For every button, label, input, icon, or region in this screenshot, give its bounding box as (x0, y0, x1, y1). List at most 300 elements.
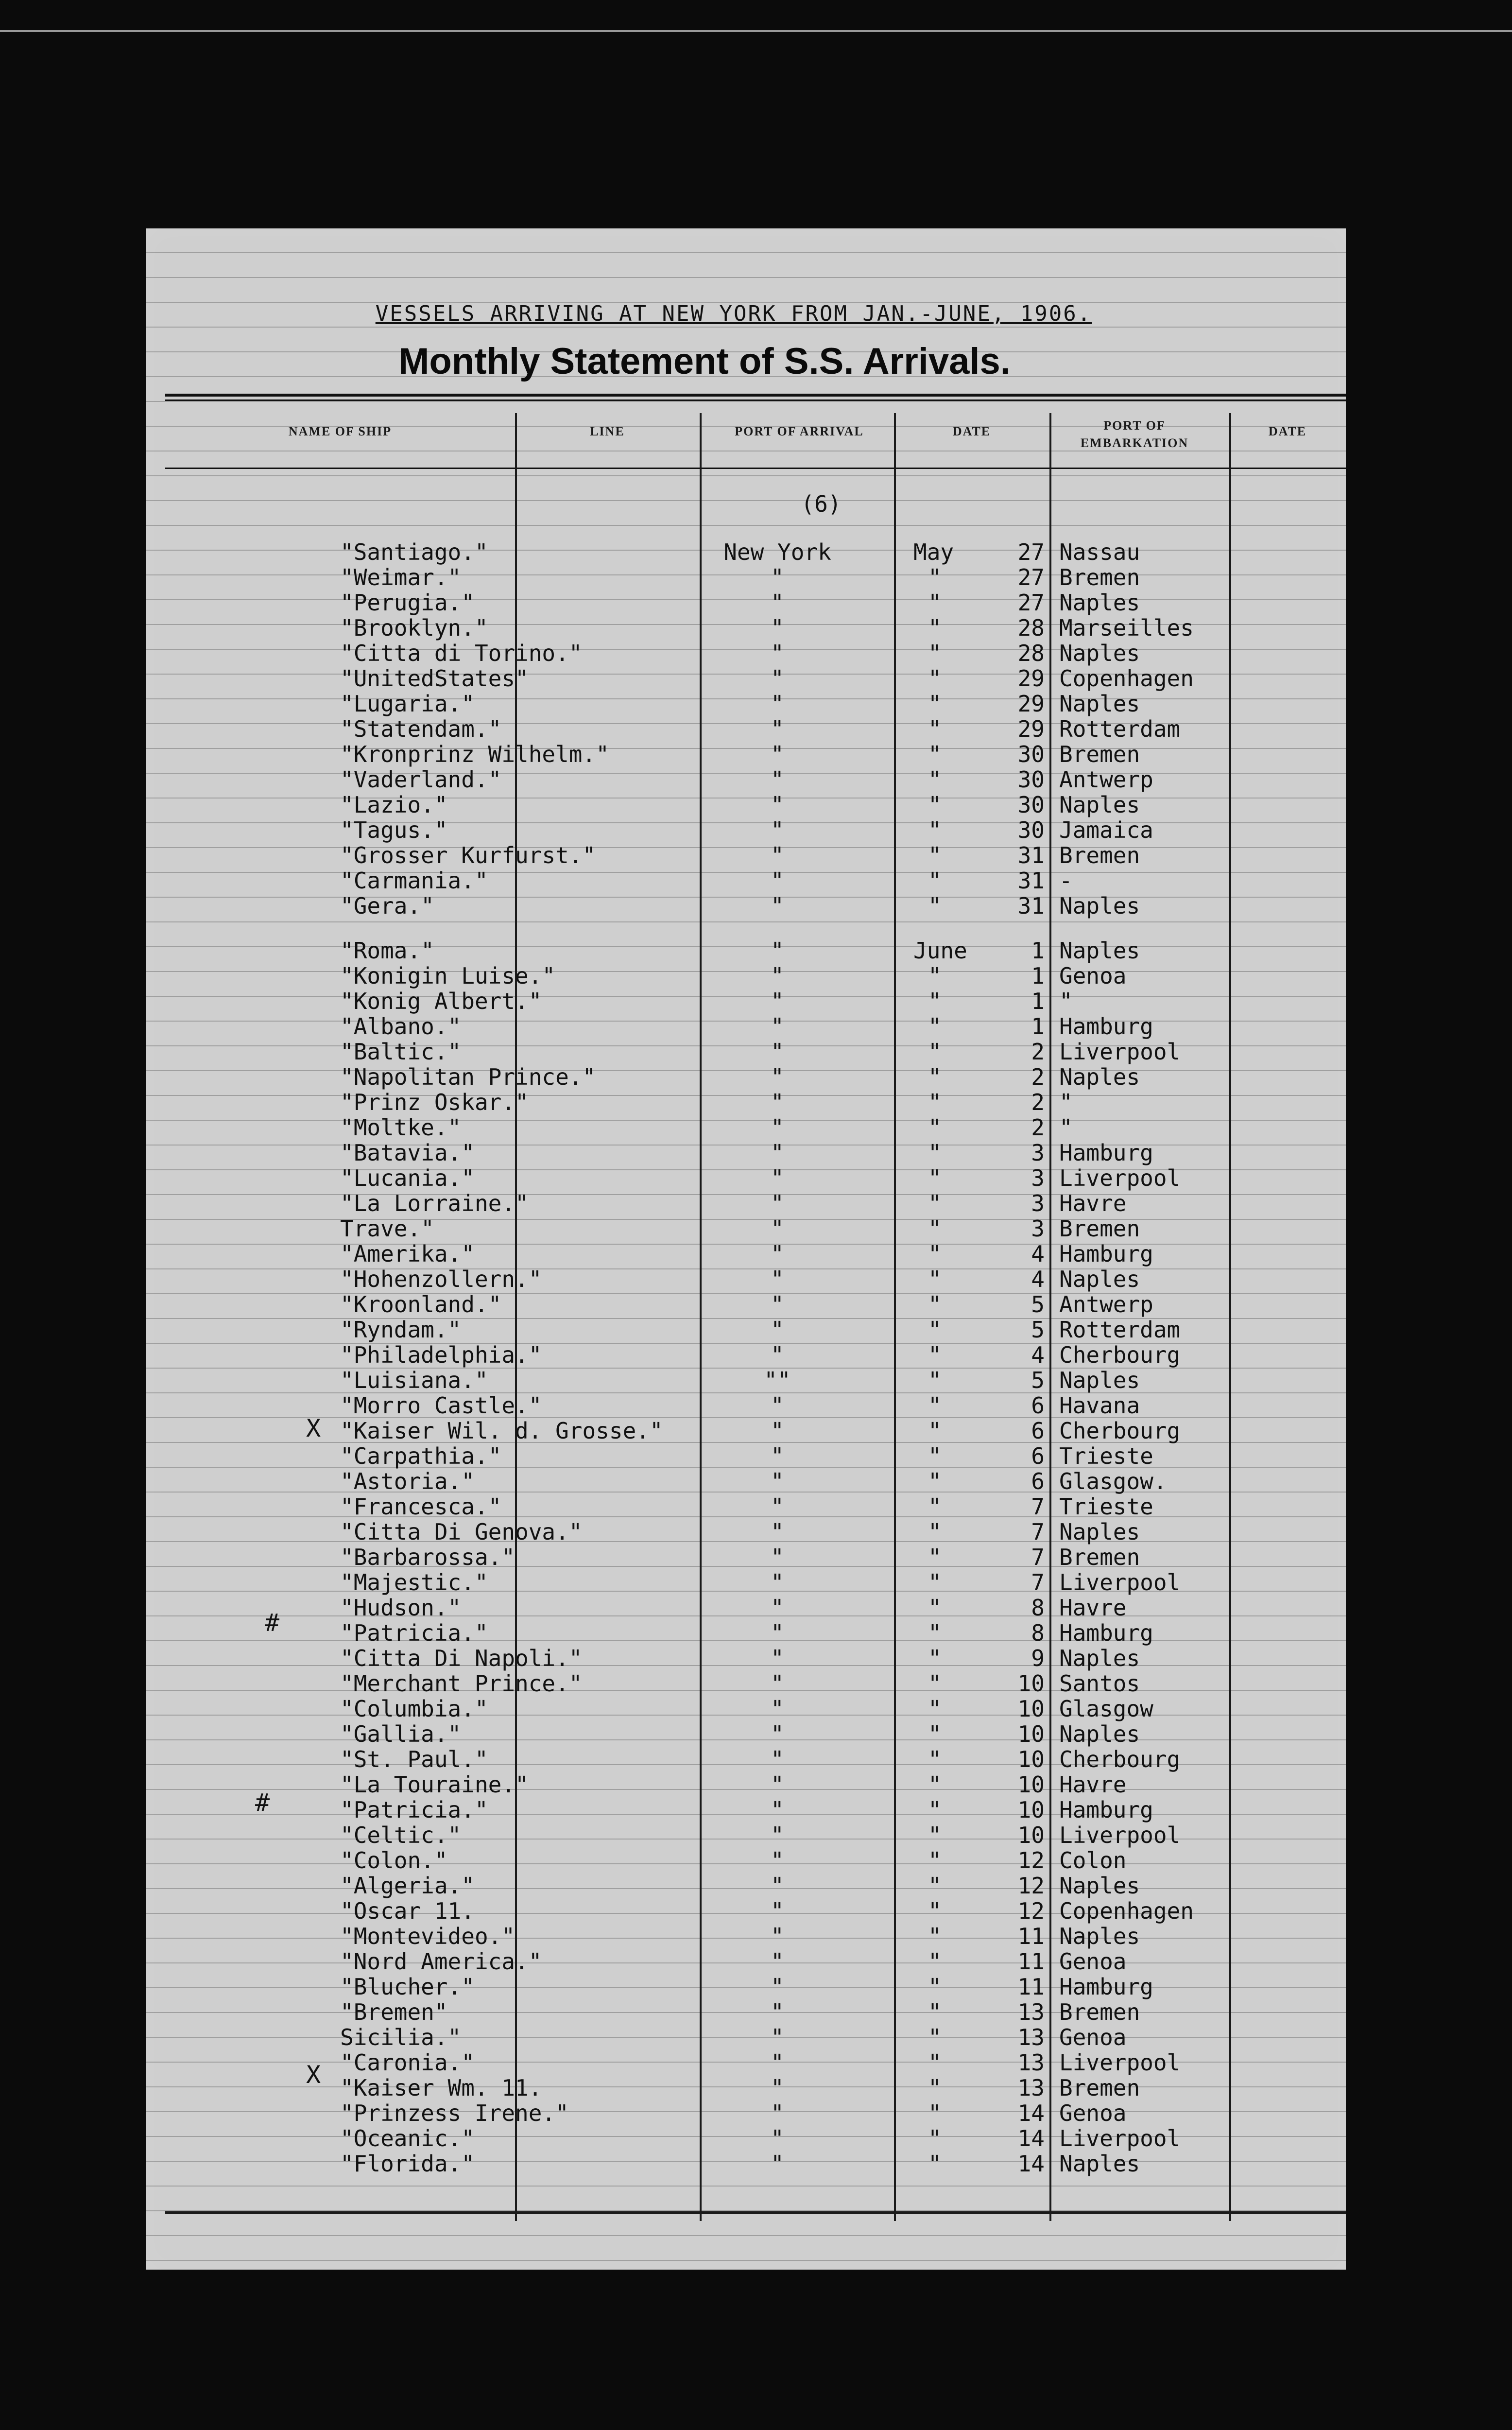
port-of-embarkation: Cherbourg (1059, 1746, 1181, 1772)
port-of-arrival: " (771, 1064, 784, 1090)
date-month: " (928, 1645, 942, 1671)
port-of-arrival: " (771, 1797, 784, 1823)
port-of-embarkation: Naples (1059, 1367, 1140, 1393)
ship-name: "Florida." (340, 2151, 475, 2177)
port-of-embarkation: Genoa (1059, 963, 1127, 989)
port-of-arrival: " (771, 1039, 784, 1065)
date-day: 11 (1017, 1923, 1045, 1949)
date-day: 13 (1017, 1999, 1045, 2025)
port-of-arrival: " (771, 1165, 784, 1191)
ship-name: "Merchant Prince." (340, 1670, 583, 1697)
port-of-arrival: " (771, 1468, 784, 1494)
port-of-arrival: " (771, 1923, 784, 1949)
port-of-embarkation: Naples (1059, 1721, 1140, 1747)
date-month: " (928, 1923, 942, 1949)
port-of-arrival: " (771, 2075, 784, 2101)
table-row (146, 817, 1346, 843)
ship-name: "Santiago." (340, 539, 488, 565)
table-row (146, 1165, 1346, 1191)
port-of-arrival: " (771, 1443, 784, 1469)
port-of-arrival: " (771, 1948, 784, 1975)
date-month: " (928, 741, 942, 767)
table-row (146, 989, 1346, 1014)
ship-name: "Vaderland." (340, 766, 502, 793)
date-month: " (928, 1620, 942, 1646)
date-day: 14 (1017, 2125, 1045, 2152)
date-day: 8 (1031, 1620, 1045, 1646)
table-row (146, 1873, 1346, 1898)
date-month: " (928, 988, 942, 1014)
port-of-arrival: " (771, 1696, 784, 1722)
port-of-embarkation: " (1059, 1089, 1073, 1115)
port-of-arrival: " (771, 937, 784, 964)
port-of-arrival: " (771, 893, 784, 919)
date-day: 27 (1017, 564, 1045, 590)
ship-name: "Gera." (340, 893, 434, 919)
port-of-embarkation: Nassau (1059, 539, 1140, 565)
port-of-arrival: " (771, 741, 784, 767)
margin-mark: # (255, 1788, 270, 1817)
date-day: 2 (1031, 1089, 1045, 1115)
port-of-embarkation: Havana (1059, 1392, 1140, 1419)
ship-name: "St. Paul." (340, 1746, 488, 1772)
table-row (146, 539, 1346, 565)
ship-name: "Patricia." (340, 1797, 488, 1823)
table-row (146, 1949, 1346, 1974)
date-day: 4 (1031, 1266, 1045, 1292)
date-month: " (928, 1847, 942, 1874)
date-month: " (928, 817, 942, 843)
port-of-embarkation: Naples (1059, 1873, 1140, 1899)
col-header-port-arrival: PORT OF ARRIVAL (735, 424, 864, 438)
table-row (146, 1797, 1346, 1822)
ship-name: "Caronia." (340, 2049, 475, 2076)
ship-name: "Prinz Oskar." (340, 1089, 529, 1115)
date-month: " (928, 2125, 942, 2152)
ship-name: "Celtic." (340, 1822, 462, 1848)
port-of-embarkation: Liverpool (1059, 1822, 1181, 1848)
port-of-arrival: " (771, 2049, 784, 2076)
date-month: " (928, 1241, 942, 1267)
table-row (146, 1974, 1346, 1999)
ship-name: "Luisiana." (340, 1367, 488, 1393)
date-month: " (928, 1493, 942, 1520)
ship-name: "Konig Albert." (340, 988, 542, 1014)
date-day: 6 (1031, 1418, 1045, 1444)
date-day: 10 (1017, 1771, 1045, 1798)
table-row (146, 1241, 1346, 1267)
port-of-arrival: " (771, 1645, 784, 1671)
date-day: 4 (1031, 1241, 1045, 1267)
port-of-embarkation: Naples (1059, 1519, 1140, 1545)
port-of-arrival: "" (764, 1367, 791, 1393)
date-month: " (928, 1089, 942, 1115)
col-header-date-2: DATE (1268, 424, 1307, 438)
ship-name: "Colon." (340, 1847, 448, 1874)
date-month: " (928, 2049, 942, 2076)
date-day: 31 (1017, 893, 1045, 919)
port-of-arrival: " (771, 2151, 784, 2177)
table-row (146, 1545, 1346, 1570)
table-row (146, 666, 1346, 691)
port-of-arrival: " (771, 1595, 784, 1621)
port-of-embarkation: Hamburg (1059, 1241, 1153, 1267)
port-of-embarkation: Naples (1059, 893, 1140, 919)
date-month: " (928, 1215, 942, 1242)
date-month: June (913, 937, 967, 964)
table-row (146, 1216, 1346, 1241)
table-row (146, 1418, 1346, 1443)
table-row (146, 2151, 1346, 2176)
date-day: 6 (1031, 1392, 1045, 1419)
ship-name: "Algeria." (340, 1873, 475, 1899)
date-day: 29 (1017, 665, 1045, 692)
port-of-embarkation: Glasgow (1059, 1696, 1153, 1722)
port-of-embarkation: " (1059, 1114, 1073, 1141)
table-row (146, 1469, 1346, 1494)
date-month: " (928, 1064, 942, 1090)
date-day: 8 (1031, 1595, 1045, 1621)
table-row (146, 1721, 1346, 1747)
ship-name: "Oceanic." (340, 2125, 475, 2152)
date-day: 6 (1031, 1443, 1045, 1469)
table-row (146, 1848, 1346, 1873)
date-month: " (928, 1771, 942, 1798)
date-day: 7 (1031, 1544, 1045, 1570)
port-of-embarkation: Havre (1059, 1595, 1127, 1621)
date-month: " (928, 1291, 942, 1318)
header-rule-bottom (165, 468, 1346, 469)
table-row (146, 1115, 1346, 1140)
table-row (146, 843, 1346, 868)
port-of-embarkation: Copenhagen (1059, 665, 1194, 692)
table-row (146, 1646, 1346, 1671)
ship-name: "Tagus." (340, 817, 448, 843)
date-day: 10 (1017, 1670, 1045, 1697)
ship-name: "Gallia." (340, 1721, 462, 1747)
port-of-arrival: " (771, 1140, 784, 1166)
date-month: " (928, 868, 942, 894)
ship-name: Sicilia." (340, 2024, 462, 2050)
ship-name: "Weimar." (340, 564, 462, 590)
ship-name: "Hudson." (340, 1595, 462, 1621)
port-of-arrival: " (771, 1746, 784, 1772)
port-of-embarkation: Genoa (1059, 2100, 1127, 2126)
date-day: 10 (1017, 1822, 1045, 1848)
port-of-embarkation: Naples (1059, 1266, 1140, 1292)
port-of-arrival: " (771, 1241, 784, 1267)
date-day: 4 (1031, 1342, 1045, 1368)
ship-name: "Batavia." (340, 1140, 475, 1166)
bottom-rule (165, 2211, 1346, 2214)
port-of-arrival: " (771, 665, 784, 692)
table-row (146, 1898, 1346, 1924)
printed-title: Monthly Statement of S.S. Arrivals. (398, 341, 1011, 382)
port-of-arrival: " (771, 590, 784, 616)
ship-name: "Philadelphia." (340, 1342, 542, 1368)
ship-name: "Patricia." (340, 1620, 488, 1646)
date-month: " (928, 2100, 942, 2126)
date-day: 28 (1017, 615, 1045, 641)
table-row (146, 615, 1346, 641)
table-row (146, 1064, 1346, 1090)
date-day: 13 (1017, 2049, 1045, 2076)
date-day: 29 (1017, 716, 1045, 742)
port-of-arrival: " (771, 1999, 784, 2025)
date-day: 10 (1017, 1746, 1045, 1772)
date-month: " (928, 1165, 942, 1191)
port-of-embarkation: Cherbourg (1059, 1418, 1181, 1444)
port-of-embarkation: Hamburg (1059, 1620, 1153, 1646)
date-month: " (928, 1746, 942, 1772)
ship-name: "Brooklyn." (340, 615, 488, 641)
port-of-arrival: " (771, 1721, 784, 1747)
date-month: " (928, 842, 942, 868)
table-row (146, 1696, 1346, 1721)
port-of-embarkation: Antwerp (1059, 1291, 1153, 1318)
table-row (146, 1595, 1346, 1620)
date-month: " (928, 963, 942, 989)
date-month: " (928, 1948, 942, 1975)
date-day: 12 (1017, 1847, 1045, 1874)
port-of-embarkation: Naples (1059, 1064, 1140, 1090)
ship-name: "Carmania." (340, 868, 488, 894)
date-day: 5 (1031, 1367, 1045, 1393)
port-of-arrival: " (771, 1089, 784, 1115)
port-of-embarkation: Bremen (1059, 564, 1140, 590)
ship-name: "Kroonland." (340, 1291, 502, 1318)
port-of-arrival: " (771, 1342, 784, 1368)
ship-name: "Kronprinz Wilhelm." (340, 741, 609, 767)
date-month: " (928, 1443, 942, 1469)
port-of-arrival: " (771, 1670, 784, 1697)
date-month: " (928, 564, 942, 590)
date-month: " (928, 1317, 942, 1343)
table-row (146, 1822, 1346, 1848)
ship-name: "Lazio." (340, 792, 448, 818)
port-of-embarkation: Liverpool (1059, 2049, 1181, 2076)
table-row (146, 1317, 1346, 1342)
date-day: 1 (1031, 937, 1045, 964)
table-row (146, 1191, 1346, 1216)
table-row (146, 1014, 1346, 1039)
table-row (146, 1494, 1346, 1519)
margin-mark: X (306, 1414, 321, 1442)
margin-mark: X (306, 2061, 321, 2089)
port-of-embarkation: Naples (1059, 691, 1140, 717)
port-of-arrival: " (771, 817, 784, 843)
table-row (146, 963, 1346, 989)
date-day: 2 (1031, 1064, 1045, 1090)
port-of-arrival: " (771, 1418, 784, 1444)
port-of-arrival: " (771, 1569, 784, 1596)
port-of-embarkation: Glasgow. (1059, 1468, 1167, 1494)
ship-name: "Ryndam." (340, 1317, 462, 1343)
port-of-arrival: New York (723, 539, 831, 565)
port-of-embarkation: Colon (1059, 1847, 1127, 1874)
table-row (146, 938, 1346, 963)
date-month: " (928, 766, 942, 793)
date-day: 27 (1017, 590, 1045, 616)
date-day: 10 (1017, 1696, 1045, 1722)
port-of-embarkation: Bremen (1059, 1544, 1140, 1570)
table-row (146, 2050, 1346, 2075)
ship-name: "Kaiser Wil. d. Grosse." (340, 1418, 663, 1444)
port-of-embarkation: Trieste (1059, 1493, 1153, 1520)
port-of-embarkation: Genoa (1059, 2024, 1127, 2050)
table-row (146, 1772, 1346, 1797)
top-border-line (0, 30, 1512, 32)
date-day: 12 (1017, 1873, 1045, 1899)
port-of-embarkation: Havre (1059, 1190, 1127, 1216)
date-day: 3 (1031, 1190, 1045, 1216)
date-day: 27 (1017, 539, 1045, 565)
date-day: 13 (1017, 2024, 1045, 2050)
date-month: " (928, 1999, 942, 2025)
date-month: " (928, 1013, 942, 1040)
port-of-arrival: " (771, 766, 784, 793)
ship-name: "Moltke." (340, 1114, 462, 1141)
date-month: " (928, 1974, 942, 2000)
date-month: " (928, 1670, 942, 1697)
ship-name: "Francesca." (340, 1493, 502, 1520)
table-row (146, 1999, 1346, 2025)
col-header-ship: NAME OF SHIP (288, 424, 392, 438)
port-of-embarkation: " (1059, 988, 1073, 1014)
date-month: " (928, 1468, 942, 1494)
date-day: 30 (1017, 817, 1045, 843)
port-of-arrival: " (771, 1620, 784, 1646)
port-of-embarkation: Santos (1059, 1670, 1140, 1697)
date-day: 1 (1031, 963, 1045, 989)
port-of-embarkation: Hamburg (1059, 1013, 1153, 1040)
date-month: " (928, 1569, 942, 1596)
port-of-arrival: " (771, 1544, 784, 1570)
port-of-embarkation: Liverpool (1059, 1039, 1181, 1065)
date-day: 30 (1017, 741, 1045, 767)
table-row (146, 1292, 1346, 1317)
date-month: " (928, 1114, 942, 1141)
port-of-arrival: " (771, 1190, 784, 1216)
port-of-embarkation: Bremen (1059, 1215, 1140, 1242)
table-row (146, 2025, 1346, 2050)
date-day: 9 (1031, 1645, 1045, 1671)
date-month: " (928, 1822, 942, 1848)
date-month: " (928, 1873, 942, 1899)
table-row (146, 1443, 1346, 1469)
date-day: 10 (1017, 1721, 1045, 1747)
table-row (146, 792, 1346, 817)
port-of-embarkation: Antwerp (1059, 766, 1153, 793)
table-row (146, 716, 1346, 742)
table-row (146, 1519, 1346, 1545)
date-month: " (928, 1797, 942, 1823)
port-of-embarkation: Havre (1059, 1771, 1127, 1798)
date-day: 10 (1017, 1797, 1045, 1823)
date-day: 30 (1017, 766, 1045, 793)
port-of-embarkation: Naples (1059, 2151, 1140, 2177)
port-of-arrival: " (771, 1822, 784, 1848)
table-row (146, 2126, 1346, 2151)
date-month: " (928, 640, 942, 666)
date-day: 7 (1031, 1519, 1045, 1545)
ship-name: Trave." (340, 1215, 434, 1242)
typed-heading: VESSELS ARRIVING AT NEW YORK FROM JAN.-JUNE, 1906. (375, 301, 1092, 326)
date-day: 5 (1031, 1317, 1045, 1343)
date-month: " (928, 665, 942, 692)
ship-name: "Majestic." (340, 1569, 488, 1596)
port-of-arrival: " (771, 1215, 784, 1242)
date-day: 28 (1017, 640, 1045, 666)
port-of-arrival: " (771, 615, 784, 641)
table-row (146, 1393, 1346, 1418)
date-day: 12 (1017, 1898, 1045, 1924)
table-row (146, 641, 1346, 666)
date-month: " (928, 716, 942, 742)
ship-name: "Blucher." (340, 1974, 475, 2000)
ship-name: "Hohenzollern." (340, 1266, 542, 1292)
table-row (146, 1368, 1346, 1393)
port-of-embarkation: Rotterdam (1059, 1317, 1181, 1343)
date-day: 31 (1017, 842, 1045, 868)
ship-name: "Perugia." (340, 590, 475, 616)
port-of-embarkation: Naples (1059, 1923, 1140, 1949)
table-row (146, 1342, 1346, 1368)
ship-name: "Citta di Torino." (340, 640, 583, 666)
date-month: " (928, 1190, 942, 1216)
ship-name: "Citta Di Genova." (340, 1519, 583, 1545)
port-of-embarkation: Bremen (1059, 2075, 1140, 2101)
ship-name: "Morro Castle." (340, 1392, 542, 1419)
port-of-arrival: " (771, 2100, 784, 2126)
port-of-arrival: " (771, 842, 784, 868)
date-month: " (928, 893, 942, 919)
ship-name: "Grosser Kurfurst." (340, 842, 596, 868)
port-of-embarkation: Naples (1059, 937, 1140, 964)
table-row (146, 2100, 1346, 2126)
port-of-embarkation: Bremen (1059, 842, 1140, 868)
col-header-port-embarkation: PORT OF EMBARKATION (1080, 418, 1189, 450)
date-day: 14 (1017, 2100, 1045, 2126)
page-number: (6) (801, 491, 842, 517)
date-day: 14 (1017, 2151, 1045, 2177)
port-of-embarkation: Bremen (1059, 741, 1140, 767)
date-month: " (928, 590, 942, 616)
port-of-embarkation: Liverpool (1059, 1165, 1181, 1191)
port-of-embarkation: Genoa (1059, 1948, 1127, 1975)
port-of-embarkation: Hamburg (1059, 1797, 1153, 1823)
date-month: " (928, 1519, 942, 1545)
date-day: 3 (1031, 1215, 1045, 1242)
ship-name: "La Lorraine." (340, 1190, 529, 1216)
table-row (146, 1620, 1346, 1646)
ship-name: "Baltic." (340, 1039, 462, 1065)
port-of-embarkation: Jamaica (1059, 817, 1153, 843)
table-row (146, 1570, 1346, 1595)
ship-name: "Oscar 11. (340, 1898, 475, 1924)
date-day: 6 (1031, 1468, 1045, 1494)
date-day: 7 (1031, 1493, 1045, 1520)
date-month: " (928, 2151, 942, 2177)
date-day: 29 (1017, 691, 1045, 717)
ship-name: "Albano." (340, 1013, 462, 1040)
port-of-arrival: " (771, 1266, 784, 1292)
header-rule-top (165, 394, 1346, 397)
ledger-page (146, 228, 1346, 2270)
ship-name: "Barbarossa." (340, 1544, 515, 1570)
table-row (146, 590, 1346, 615)
port-of-embarkation: Trieste (1059, 1443, 1153, 1469)
